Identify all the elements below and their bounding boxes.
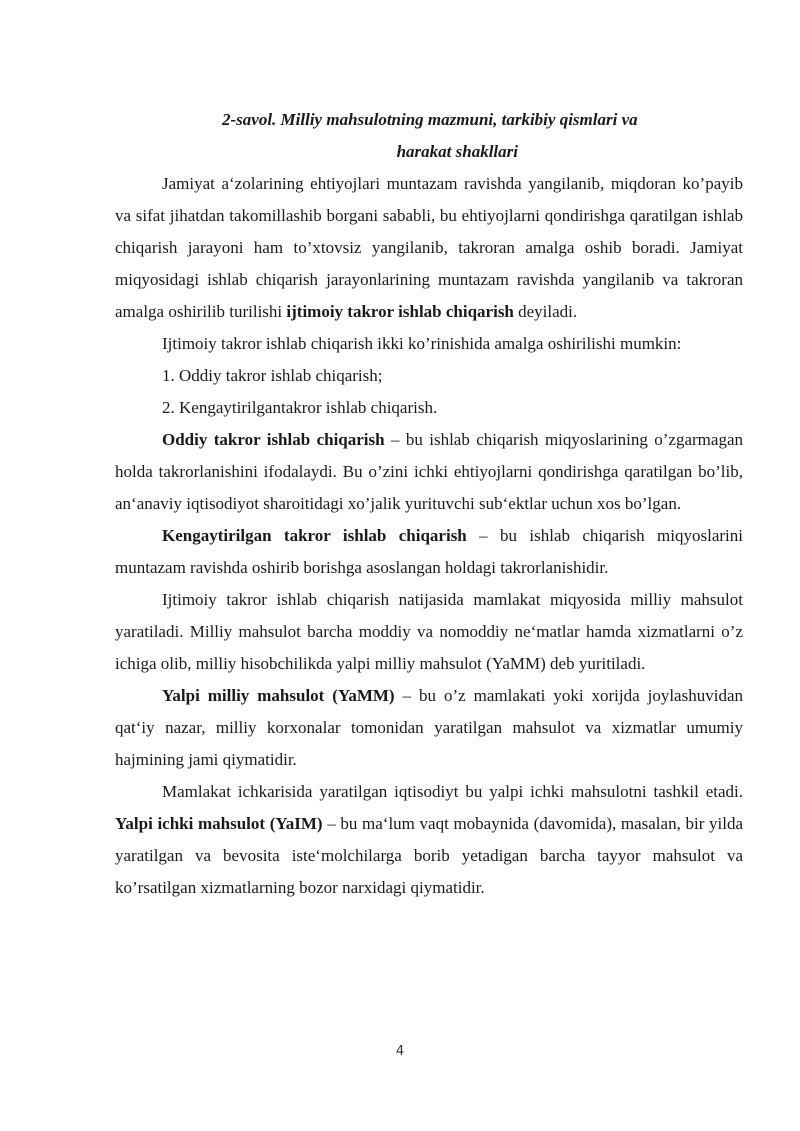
term-social-reproduction: ijtimoiy takror ishlab chiqarish <box>286 302 514 321</box>
paragraph-extended-reproduction <box>115 520 743 584</box>
list-item-simple: 1. Oddiy takror ishlab chiqarish; <box>162 366 383 385</box>
term-extended-reproduction: Kengaytirilgan takror ishlab chiqarish <box>162 526 467 545</box>
term-gnp: Yalpi milliy mahsulot (YaMM) <box>162 686 395 705</box>
paragraph-text: Jamiyat a‘zolarining ehtiyojlari muntazam ravishda yangilanib, miqdoran ko’payib va sifat jihatdan takomillashib borgani sababli, bu ehtiyojlarni qondirishga qaratilgan ishlab chiqarish jarayoni ham to’xtovsiz yangilanib, takroran amalga oshib boradi. Jamiyat miqyosidagi ishlab chiqarish jarayonlarining muntazam ravishda yangilanib va takroran amalga oshirilib turilishi <box>115 174 743 321</box>
section-title <box>115 104 743 168</box>
paragraph-gnp-definition <box>115 680 743 776</box>
term-gdp: Yalpi ichki mahsulot (YaIM) <box>115 814 323 833</box>
paragraph-national-product: Ijtimoiy takror ishlab chiqarish natijasida mamlakat miqyosida milliy mahsulot yaratiladi. Milliy mahsulot barcha moddiy va nomoddiy ne‘matlar hamda xizmatlarni o’z ichiga olib, milliy hisobchilikda yalpi milliy mahsulot (YaMM) deb yuritiladi. <box>115 590 743 673</box>
paragraph-text: – bu ishlab chiqarish miqyoslarining o’zgarmagan holda takrorlanishini ifodalaydi. Bu o’zini ichki ehtiyojlarni qondirishga qaratilgan bo’lib, an‘anaviy iqtisodiyot sharoitidagi xo’jalik yurituvchi sub‘ektlar uchun xos bo’lgan. <box>115 430 743 513</box>
page-number: 4 <box>395 1044 405 1059</box>
paragraph-text: Mamlakat ichkarisida yaratilgan iqtisodiyt bu yalpi ichki mahsulotni tashkil etadi. <box>162 782 743 801</box>
document-page <box>115 104 743 904</box>
list-item-extended: 2. Kengaytirilgantakror ishlab chiqarish. <box>162 398 438 417</box>
paragraph-forms-intro: Ijtimoiy takror ishlab chiqarish ikki ko’rinishida amalga oshirilishi mumkin: <box>162 334 682 353</box>
section-title-line-2: harakat shakllari <box>396 142 518 161</box>
paragraph-simple-reproduction <box>115 424 743 520</box>
paragraph-text: – bu ishlab chiqarish miqyoslarini muntazam ravishda oshirib borishga asoslangan holdagi takrorlanishidir. <box>115 526 743 577</box>
paragraph-text: – bu o’z mamlakati yoki xorijda joylashuvidan qat‘iy nazar, milliy korxonalar tomonidan yaratilgan mahsulot va xizmatlar umumiy hajmining jami qiymatidir. <box>115 686 743 769</box>
paragraph-reproduction-definition <box>115 168 743 328</box>
paragraph-gdp-definition <box>115 776 743 904</box>
term-simple-reproduction: Oddiy takror ishlab chiqarish <box>162 430 385 449</box>
paragraph-tail: deyiladi. <box>513 302 578 321</box>
section-title-line-1: 2-savol. Milliy mahsulotning mazmuni, tarkibiy qismlari va <box>222 110 638 129</box>
paragraph-tail: – bu ma‘lum vaqt mobaynida (davomida), masalan, bir yilda yaratilgan va bevosita iste‘molchilarga borib yetadigan barcha tayyor mahsulot va ko’rsatilgan xizmatlarning bozor narxidagi qiymatidir. <box>115 814 743 897</box>
